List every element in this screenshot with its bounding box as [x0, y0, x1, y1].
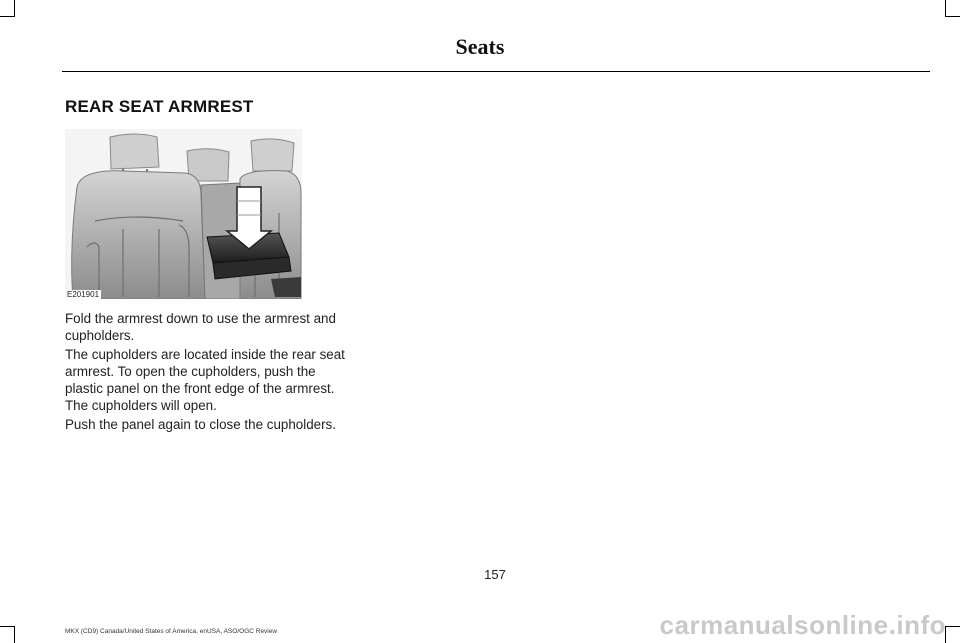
page-number: 157 [484, 567, 506, 582]
paragraph: Fold the armrest down to use the armrest and cupholders. [65, 311, 336, 343]
paragraph: The cupholders are located inside the rear seat armrest. To open the cupholders, push the plastic panel on the front edge of the armrest. The cupholders will open. [65, 347, 345, 413]
figure [65, 129, 302, 299]
crop-mark [945, 626, 960, 627]
crop-mark [14, 0, 15, 17]
document-info: MKX (CD9) Canada/United States of America, enUSA, ASO/OGC Review [65, 628, 278, 635]
watermark: carmanualsonline.info [659, 610, 946, 640]
crop-mark [945, 0, 946, 17]
crop-mark [0, 626, 14, 627]
section-heading: REAR SEAT ARMREST [65, 97, 254, 116]
crop-mark [0, 16, 14, 17]
page-title: Seats [455, 34, 505, 59]
crop-mark [945, 16, 960, 17]
crop-mark [14, 626, 15, 643]
seat-armrest-illustration [65, 129, 302, 299]
figure-code: E201901 [67, 290, 100, 299]
header-divider [62, 71, 930, 72]
paragraph: Push the panel again to close the cupholders. [65, 417, 336, 432]
